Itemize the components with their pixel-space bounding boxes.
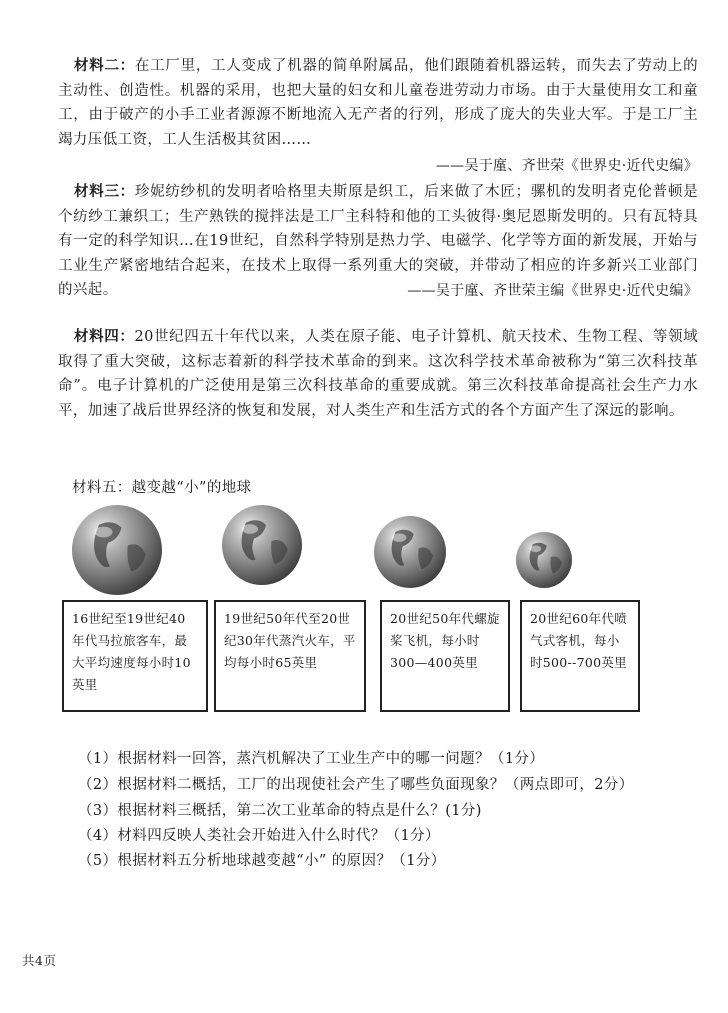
material2-label: 材料二： bbox=[74, 57, 135, 74]
globe-image-4 bbox=[516, 532, 572, 588]
globe-image-3 bbox=[374, 516, 446, 588]
question-4: （4）材料四反映人类社会开始进入什么时代？（1分） bbox=[78, 828, 440, 844]
globe-image-1 bbox=[72, 505, 162, 595]
globe-icon bbox=[72, 505, 162, 595]
question-1: （1）根据材料一回答，蒸汽机解决了工业生产中的哪一问题？（1分） bbox=[78, 751, 545, 767]
material3-label: 材料三： bbox=[74, 183, 135, 200]
material3-source: ——吴于廑、齐世荣主编《世界史·近代史编》 bbox=[407, 283, 698, 299]
material4-text: 20世纪四五十年代以来，人类在原子能、电子计算机、航天技术、生物工程、等领域取得了重大突破，这标志着新的科学技术革命的到来。这次科学技术革命被称为“第三次科技革命”。电子计算机的广泛使用是第三次科技革命的重要成就。第三次科技革命提高社会生产力水平，加速了战后世界经济的恢复和发展，对人类生产和生活方式的各个方面产生了深远的影响。 bbox=[58, 329, 698, 419]
material4-paragraph bbox=[58, 325, 698, 423]
question-2: （2）根据材料二概括，工厂的出现使社会产生了哪些负面现象？（两点即可，2分） bbox=[78, 777, 634, 793]
material5-title: 材料五：越变越“小”的地球 bbox=[72, 480, 252, 496]
speed-box-1: 16世纪至19世纪40年代马拉旅客车，最大平均速度每小时10英里 bbox=[62, 600, 208, 712]
speed-box-3: 20世纪50年代螺旋桨飞机，每小时300—400英里 bbox=[380, 600, 510, 712]
question-5: （5）根据材料五分析地球越变越“小” 的原因？（1分） bbox=[78, 853, 446, 869]
material2-paragraph bbox=[58, 54, 698, 152]
question-3: （3）根据材料三概括，第二次工业革命的特点是什么？(1分) bbox=[78, 803, 482, 819]
globe-image-2 bbox=[222, 505, 302, 585]
speed-box-2: 19世纪50年代至20世纪30年代蒸汽火车，平均每小时65英里 bbox=[214, 600, 366, 712]
material4-label: 材料四： bbox=[74, 328, 135, 345]
page-count-footer: 共4页 bbox=[22, 953, 57, 968]
material2-source: ——吴于廑、齐世荣《世界史·近代史编》 bbox=[435, 158, 698, 174]
globe-icon bbox=[516, 532, 572, 588]
globe-icon bbox=[222, 505, 302, 585]
speed-box-4: 20世纪60年代喷气式客机，每小时500--700英里 bbox=[520, 600, 640, 712]
material3-text: 珍妮纺纱机的发明者哈格里夫斯原是织工，后来做了木匠；骡机的发明者克伦普顿是个纺纱工兼织工；生产熟铁的搅拌法是工厂主科特和他的工头彼得·奥尼恩斯发明的。只有瓦特具有一定的科学知识…在19世纪，自然科学特别是热力学、电磁学、化学等方面的新发展，开始与工业生产紧密地结合起来，在技术上取得一系列重大的突破，并带动了相应的许多新兴工业部门的兴起。 bbox=[58, 184, 699, 298]
globe-icon bbox=[374, 516, 446, 588]
material2-text: 在工厂里，工人变成了机器的简单附属品，他们跟随着机器运转，而失去了劳动上的主动性、创造性。机器的采用，也把大量的妇女和儿童卷进劳动力市场。由于大量使用女工和童工，由于破产的小手工业者源源不断地流入无产者的行列，形成了庞大的失业大军。于是工厂主竭力压低工资，工人生活极其贫困…… bbox=[58, 58, 699, 148]
